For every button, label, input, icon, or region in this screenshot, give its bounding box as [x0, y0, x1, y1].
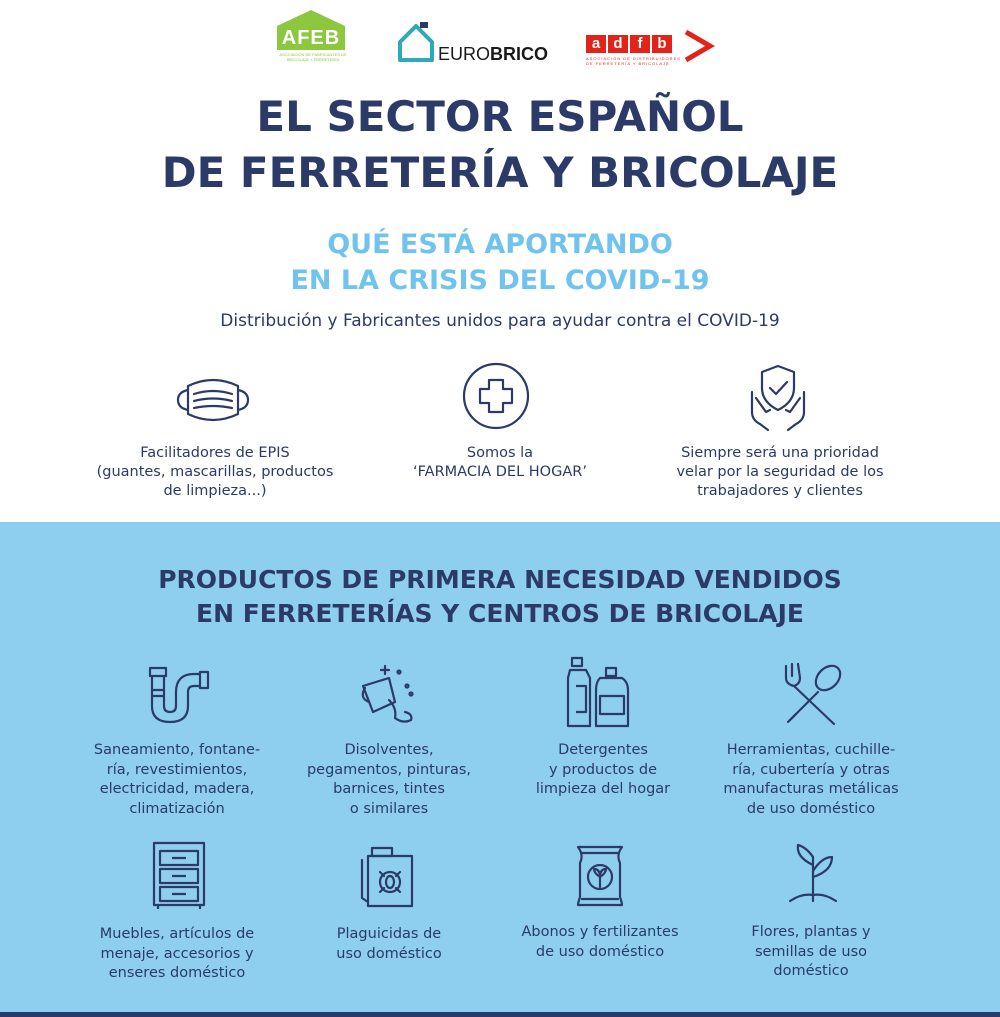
product-line: enseres doméstico: [108, 965, 246, 981]
product-text-saneamiento: [72, 741, 282, 819]
feature-line: trabajadores y clientes: [697, 483, 863, 499]
product-line: pegamentos, pinturas,: [306, 761, 472, 778]
house-icon: [396, 20, 436, 64]
product-line: de uso doméstico: [746, 800, 876, 817]
pipe-icon: [146, 666, 212, 726]
feature-text-farmacia: [365, 444, 635, 482]
product-line: Herramientas, cuchille-: [726, 742, 896, 758]
product-line: de uso doméstico: [535, 943, 665, 960]
product-text-flores: [706, 923, 916, 982]
product-line: y productos de: [548, 761, 658, 778]
adfb-letter: f: [630, 35, 650, 53]
eurobrico-logo-text: [438, 44, 548, 65]
product-text-abonos: [490, 923, 710, 962]
drawer-cabinet-icon: [152, 841, 206, 909]
product-line: uso doméstico: [336, 945, 442, 962]
adfb-logo-subtitle: ASOCIACIÓN DE DISTRIBUIDORES DE FERRETERÍA Y BRICOLAJE: [586, 56, 681, 66]
feature-text-seguridad: [645, 444, 915, 501]
shield-hands-icon: [748, 362, 808, 432]
afeb-roof-shape: [277, 10, 345, 26]
feature-line: Facilitadores de EPIS: [140, 445, 290, 461]
subtitle-line2: EN LA CRISIS DEL COVID-19: [290, 265, 710, 296]
product-line: Abonos y fertilizantes: [521, 924, 679, 940]
product-line: manufacturas metálicas: [723, 781, 899, 797]
product-line: climatización: [129, 800, 225, 817]
product-line: Detergentes: [558, 742, 648, 758]
fork-spoon-icon: [782, 662, 842, 726]
feature-line: Siempre será una prioridad: [681, 445, 879, 461]
bottom-border: [0, 1012, 1000, 1017]
product-line: menaje, accesorios y: [100, 945, 254, 962]
feature-text-epis: [80, 444, 350, 501]
feature-line: Somos la: [466, 445, 534, 461]
product-text-detergentes: [498, 741, 708, 800]
chevron-right-icon: [682, 30, 714, 62]
feature-line: velar por la seguridad de los: [676, 464, 884, 480]
eurobrico-brico: BRICO: [490, 44, 549, 64]
product-line: ría, cubertería y otras: [732, 761, 890, 778]
product-line: doméstico: [773, 963, 849, 979]
product-line: Plaguicidas de: [336, 926, 442, 942]
eurobrico-logo: [396, 20, 556, 64]
mask-icon: [174, 370, 252, 430]
products-title-line2: EN FERRETERÍAS Y CENTROS DE BRICOLAJE: [196, 599, 804, 628]
adfb-logo: [586, 30, 718, 70]
pesticide-sprayer-icon: [354, 846, 416, 908]
product-line: Saneamiento, fontane-: [93, 742, 261, 758]
product-line: barnices, tintes: [333, 781, 445, 797]
afeb-logo-subtitle: ASOCIACIÓN DE FABRICANTES DE BRICOLAJE Y FERRETERÍA: [279, 52, 347, 62]
product-text-muebles: [72, 925, 282, 984]
product-text-disolventes: [284, 741, 494, 819]
product-line: Disolventes,: [344, 742, 434, 758]
fertilizer-bag-icon: [572, 843, 628, 909]
logos-bar: [0, 8, 1000, 68]
medical-cross-icon: [462, 362, 530, 430]
intro-text: Distribución y Fabricantes unidos para ayudar contra el COVID-19: [220, 311, 780, 331]
product-text-plaguicidas: [284, 925, 494, 964]
page-title-line2: DE FERRETERÍA Y BRICOLAJE: [161, 148, 839, 197]
adfb-letters: [586, 35, 672, 53]
paint-bucket-icon: [355, 662, 423, 728]
eurobrico-euro: EURO: [438, 44, 491, 64]
product-line: semillas de uso: [754, 943, 868, 960]
adfb-letter: d: [608, 35, 628, 53]
product-line: limpieza del hogar: [535, 781, 671, 797]
detergent-bottles-icon: [566, 656, 634, 728]
afeb-logo: [275, 10, 347, 74]
subtitle-line1: QUÉ ESTÁ APORTANDO: [327, 229, 673, 260]
product-text-herramientas: [706, 741, 916, 819]
adfb-letter: a: [586, 35, 606, 53]
product-line: Muebles, artículos de: [99, 926, 255, 942]
afeb-logo-text: AFEB: [277, 26, 345, 50]
product-line: electricidad, madera,: [99, 781, 255, 797]
sprout-icon: [788, 839, 838, 905]
feature-line: de limpieza...): [163, 483, 267, 499]
product-line: ría, revestimientos,: [106, 761, 248, 778]
products-title-line1: PRODUCTOS DE PRIMERA NECESIDAD VENDIDOS: [158, 565, 842, 594]
product-line: o similares: [349, 800, 429, 817]
feature-line: ‘FARMACIA DEL HOGAR’: [413, 464, 587, 480]
product-line: Flores, plantas y: [751, 924, 871, 940]
feature-line: (guantes, mascarillas, productos: [96, 464, 334, 480]
adfb-letter: b: [652, 35, 672, 53]
page-title-line1: EL SECTOR ESPAÑOL: [256, 92, 744, 141]
